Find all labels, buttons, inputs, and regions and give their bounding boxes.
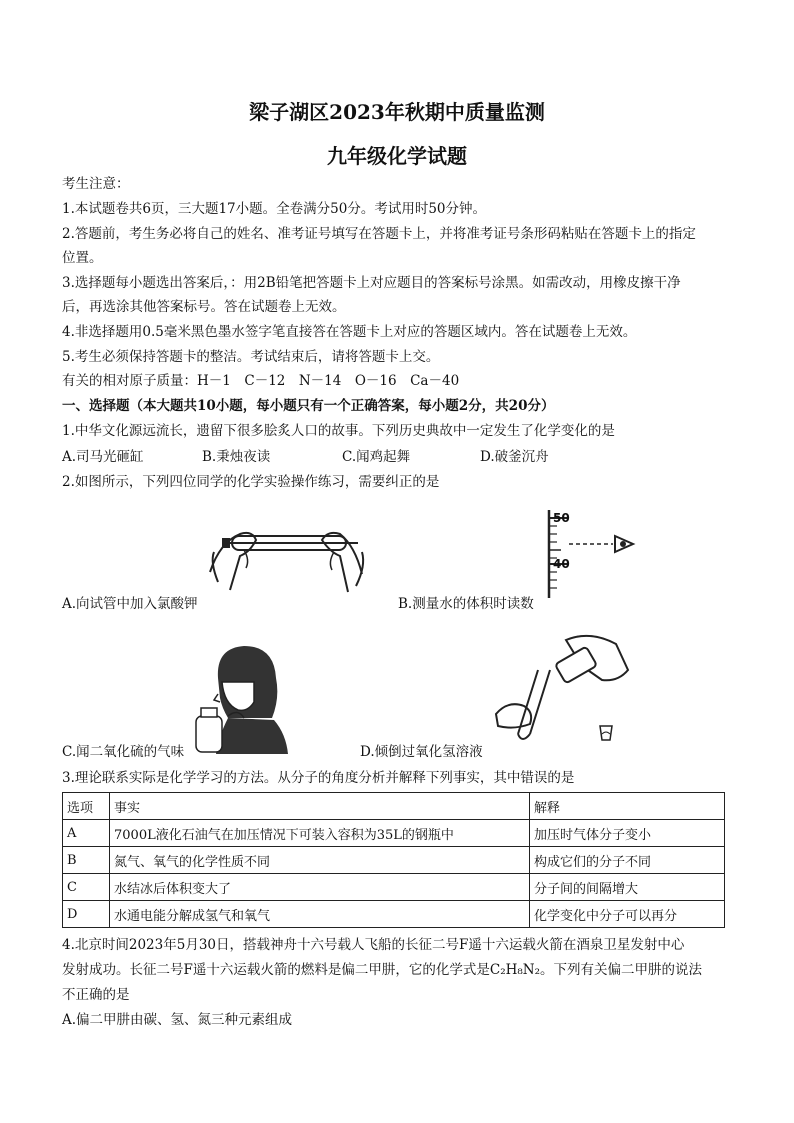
figure-test-tube-hands	[190, 512, 390, 598]
note-3-line-2: 后，再选涂其他答案标号。答在试题卷上无效。	[62, 299, 346, 315]
q4-line-1: 4.北京时间2023年5月30日，搭载神舟十六号载人飞船的长征二号F遥十六运载火箭在酒泉卫星发射中心	[62, 937, 685, 953]
cylinder-label-50: 50	[553, 511, 570, 525]
exam-title: 梁子湖区2023年秋期中质量监测	[249, 100, 545, 124]
note-1: 1.本试题卷共6页，三大题17小题。全卷满分50分。考试用时50分钟。	[62, 201, 487, 217]
table-row	[63, 847, 725, 874]
header-option: 选项	[63, 793, 110, 820]
table-row	[63, 901, 725, 928]
row-option: A	[63, 820, 110, 847]
q2-option-b: B.测量水的体积时读数	[398, 596, 534, 612]
q1-option-c: C.闻鸡起舞	[342, 449, 411, 465]
table-row	[63, 874, 725, 901]
q1-option-a: A.司马光砸缸	[62, 449, 144, 465]
q2-option-c: C.闻二氧化硫的气味	[62, 744, 185, 760]
q2-option-d: D.倾倒过氧化氢溶液	[360, 744, 483, 760]
q2-stem: 2.如图所示，下列四位同学的化学实验操作练习，需要纠正的是	[62, 474, 440, 490]
q4-line-3: 不正确的是	[62, 987, 130, 1003]
section-heading: 一、选择题（本大题共10小题，每小题只有一个正确答案，每小题2分，共20分）	[62, 398, 555, 414]
q3-table	[62, 792, 725, 928]
table-header-row	[63, 793, 725, 820]
cylinder-label-40: 40	[553, 557, 570, 571]
q4-option-a: A.偏二甲肼由碳、氢、氮三种元素组成	[62, 1012, 293, 1028]
q1-stem: 1.中华文化源远流长，遗留下很多脍炙人口的故事。下列历史典故中一定发生了化学变化的是	[62, 423, 615, 439]
q3-stem: 3.理论联系实际是化学学习的方法。从分子的角度分析并解释下列事实，其中错误的是	[62, 770, 575, 786]
row-fact: 7000L液化石油气在加压情况下可装入容积为35L的钢瓶中	[110, 820, 530, 847]
note-3-line-1: 3.选择题每小题选出答案后，：用2B铅笔把答题卡上对应题目的答案标号涂黑。如需改动，用橡皮擦干净	[62, 275, 681, 291]
figure-graduated-cylinder	[535, 506, 645, 602]
note-4: 4.非选择题用0.5毫米黑色墨水签字笔直接答在答题卡上对应的答题区域内。答在试题卷上无效。	[62, 324, 637, 340]
table-row	[63, 820, 725, 847]
q1-option-d: D.破釜沉舟	[480, 449, 549, 465]
note-5: 5.考生必须保持答题卡的整洁。考试结束后，请将答题卡上交。	[62, 349, 440, 365]
row-option: D	[63, 901, 110, 928]
notes-heading: 考生注意：	[62, 176, 130, 192]
note-2-line-2: 位置。	[62, 250, 103, 266]
row-fact: 水通电能分解成氢气和氧气	[110, 901, 530, 928]
row-explanation: 分子间的间隔增大	[530, 874, 725, 901]
row-option: C	[63, 874, 110, 901]
row-fact: 氮气、氧气的化学性质不同	[110, 847, 530, 874]
row-option: B	[63, 847, 110, 874]
figure-pouring-solution	[490, 630, 640, 754]
q4-line-2: 发射成功。长征二号F遥十六运载火箭的燃料是偏二甲肼，它的化学式是C₂H₈N₂。下列有关偏二甲肼的说法	[62, 962, 703, 978]
figure-smelling-gas	[188, 638, 292, 756]
atomic-masses: 有关的相对原子质量：H－1 C－12 N－14 O－16 Ca－40	[62, 373, 460, 389]
row-explanation: 构成它们的分子不同	[530, 847, 725, 874]
row-fact: 水结冰后体积变大了	[110, 874, 530, 901]
header-explanation: 解释	[530, 793, 725, 820]
exam-subtitle: 九年级化学试题	[327, 144, 467, 168]
header-fact: 事实	[110, 793, 530, 820]
note-2-line-1: 2.答题前，考生务必将自己的姓名、准考证号填写在答题卡上，并将准考证号条形码粘贴在答题卡上的指定	[62, 226, 696, 242]
row-explanation: 化学变化中分子可以再分	[530, 901, 725, 928]
q2-option-a: A.向试管中加入氯酸钾	[62, 596, 198, 612]
q1-option-b: B.秉烛夜读	[202, 449, 271, 465]
row-explanation: 加压时气体分子变小	[530, 820, 725, 847]
